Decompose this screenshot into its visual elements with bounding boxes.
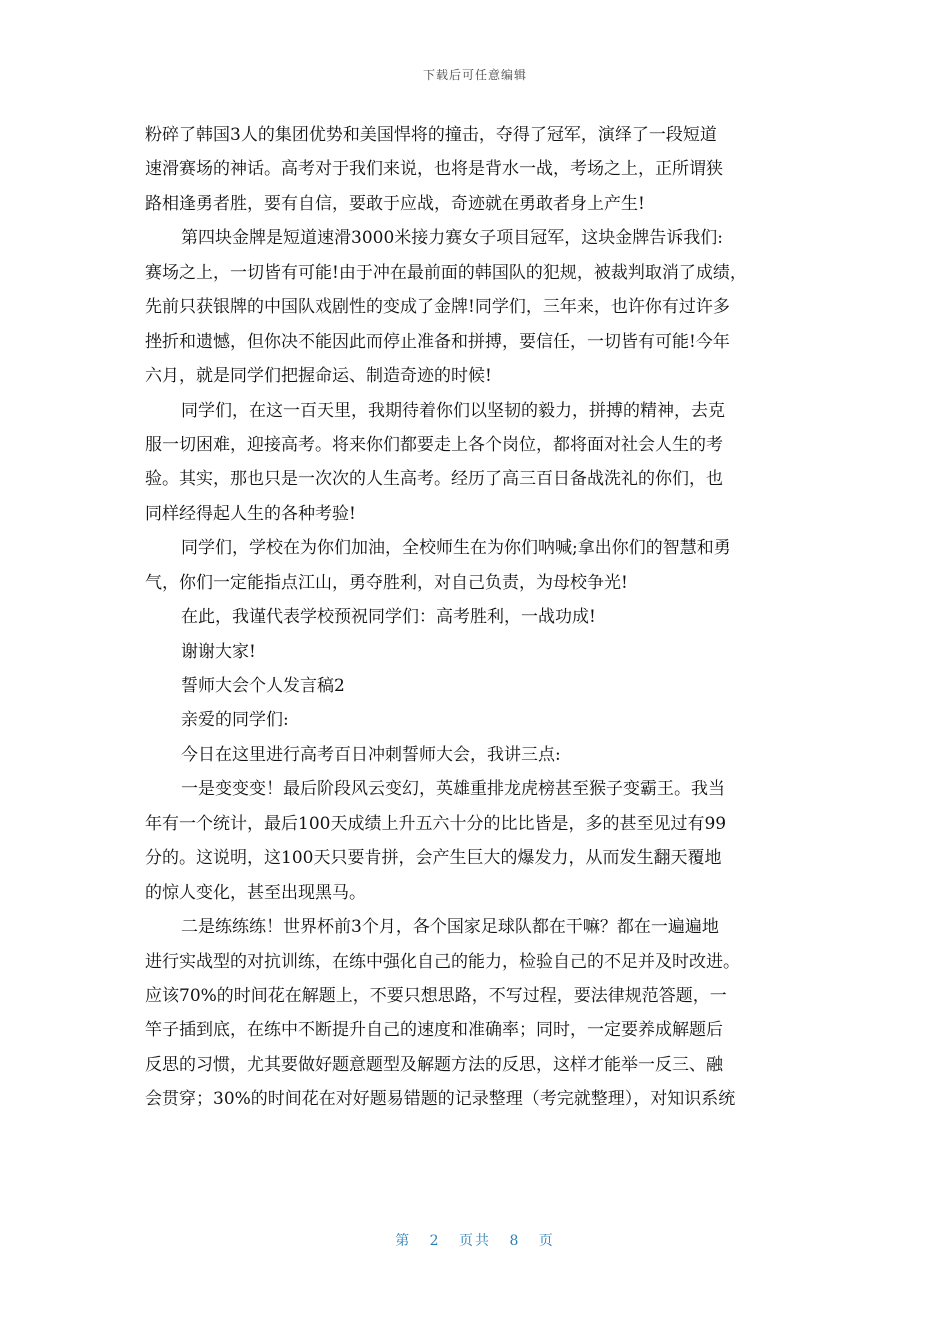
text-line: 六月，就是同学们把握命运、制造奇迹的时候!: [145, 366, 492, 387]
text-line: 今日在这里进行高考百日冲刺誓师大会，我讲三点:: [181, 744, 561, 765]
page-footer: 第 2 页共 8 页: [395, 1233, 555, 1249]
text-line: 应该70%的时间花在解题上，不要只想思路，不写过程，要法律规范答题，一: [145, 985, 727, 1006]
text-line: 竿子插到底，在练中不断提升自己的速度和准确率；同时，一定要养成解题后: [145, 1020, 723, 1041]
text-line: 亲爱的同学们:: [181, 710, 289, 731]
text-line: 挫折和遗憾，但你决不能因此而停止准备和拼搏，要信任，一切皆有可能!今年: [145, 331, 730, 352]
text-line: 粉碎了韩国3人的集团优势和美国悍将的撞击，夺得了冠军，演绎了一段短道: [145, 125, 717, 145]
text-line: 速滑赛场的神话。高考对于我们来说，也将是背水一战，考场之上，正所谓狭: [145, 159, 723, 180]
text-line: 同学们，在这一百天里，我期待着你们以坚韧的毅力，拼搏的精神，去克: [181, 400, 725, 421]
text-line: 的惊人变化，甚至出现黑马。: [145, 882, 366, 903]
text-line: 谢谢大家!: [181, 641, 256, 662]
text-line: 服一切困难，迎接高考。将来你们都要走上各个岗位，都将面对社会人生的考: [145, 434, 723, 455]
text-line: 第四块金牌是短道速滑3000米接力赛女子项目冠军，这块金牌告诉我们:: [181, 228, 723, 249]
text-line: 验。其实，那也只是一次次的人生高考。经历了高三百日备战洗礼的你们，也: [145, 469, 723, 490]
text-line: 赛场之上，一切皆有可能!由于冲在最前面的韩国队的犯规，被裁判取消了成绩，: [145, 262, 747, 283]
page-header: 下载后可任意编辑: [422, 68, 527, 82]
text-line: 在此，我谨代表学校预祝同学们：高考胜利，一战功成!: [181, 607, 596, 628]
text-line: 进行实战型的对抗训练，在练中强化自己的能力，检验自己的不足并及时改进。: [145, 951, 740, 972]
text-line: 分的。这说明，这100天只要肯拼，会产生巨大的爆发力，从而发生翻天覆地: [145, 848, 722, 869]
text-line: 一是变变变！最后阶段风云变幻，英雄重排龙虎榜甚至猴子变霸王。我当: [181, 779, 725, 800]
text-line: 气，你们一定能指点江山，勇夺胜利，对自己负责，为母校争光!: [145, 572, 628, 593]
document-body: [145, 118, 820, 1117]
text-line: 反思的习惯，尤其要做好题意题型及解题方法的反思，这样才能举一反三、融: [145, 1054, 723, 1075]
text-line: 同样经得起人生的各种考验!: [145, 503, 356, 524]
text-line: 同学们，学校在为你们加油，全校师生在为你们呐喊;拿出你们的智慧和勇: [181, 538, 731, 559]
text-line: 会贯穿；30%的时间花在对好题易错题的记录整理（考完就整理），对知识系统: [145, 1089, 736, 1110]
text-line: 先前只获银牌的中国队戏剧性的变成了金牌!同学们，三年来，也许你有过许多: [145, 297, 730, 318]
text-line: 路相逢勇者胜，要有自信，要敢于应战，奇迹就在勇敢者身上产生!: [145, 193, 645, 214]
text-line: 年有一个统计，最后100天成绩上升五六十分的比比皆是，多的甚至见过有99: [145, 813, 727, 834]
text-line: 二是练练练！世界杯前3个月，各个国家足球队都在干嘛？都在一遍遍地: [181, 917, 719, 938]
text-line: 誓师大会个人发言稿2: [181, 676, 345, 696]
